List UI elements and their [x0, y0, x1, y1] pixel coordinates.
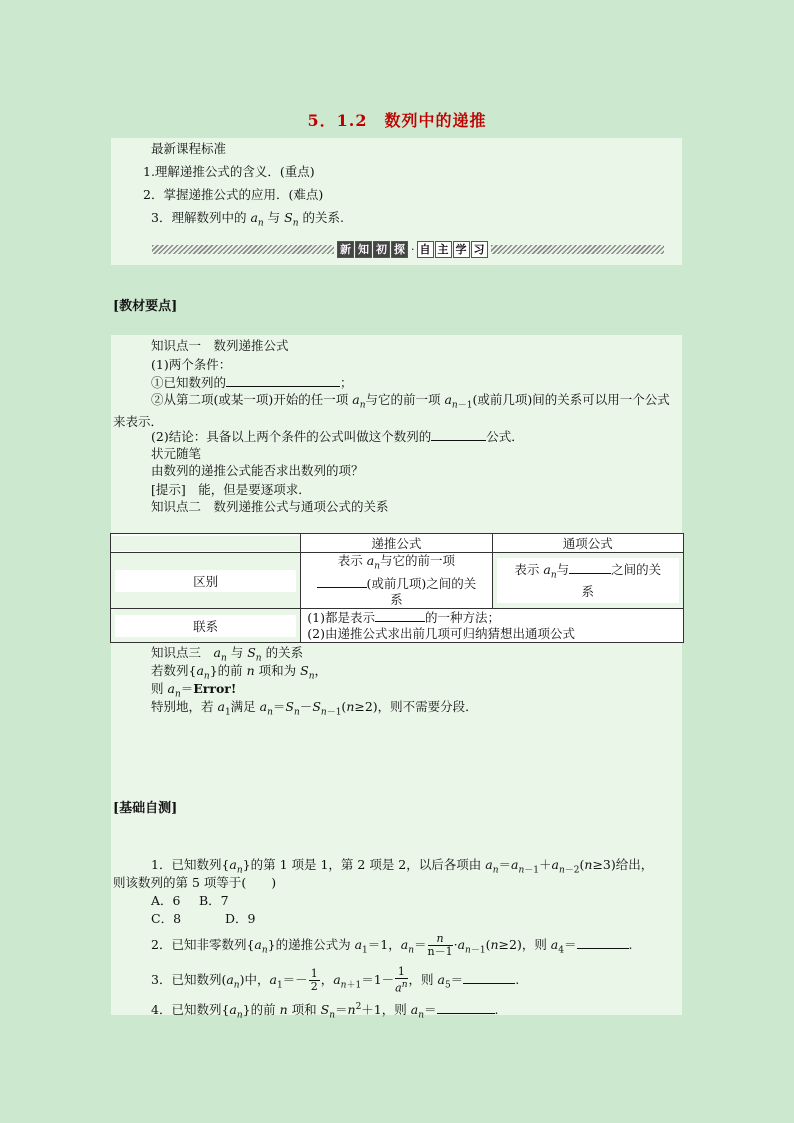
- blank-field: [577, 936, 629, 949]
- blank-field: [226, 374, 340, 387]
- banner-char: 初: [373, 241, 390, 258]
- kp2-heading: 知识点二 数列递推公式与通项公式的关系: [151, 499, 389, 514]
- question-1-option-d: D．9: [225, 911, 256, 926]
- banner-char: 主: [435, 241, 452, 258]
- kp1-heading: 知识点一 数列递推公式: [151, 338, 289, 353]
- standard-item-1: 1.理解递推公式的含义．(重点): [143, 164, 315, 179]
- banner-char: 习: [471, 241, 488, 258]
- table-header-general: 通项公式: [492, 534, 683, 553]
- question-2: 2．已知非零数列$\{a_n\}$的递推公式为 $a_1=1$，$a_n=$ $\frac{n}{n-1}$ $\cdot a_{n-1}(n\ge 2)$，则 $a_4=$ .: [151, 932, 633, 958]
- banner-char: 知: [355, 241, 372, 258]
- question-4: 4．已知数列$\{a_n\}$的前 n 项和 $S_n=n^2+1$，则 $a_n=$ .: [151, 1002, 499, 1021]
- banner-char: 自: [417, 241, 434, 258]
- kp3-line2: 则 $a_n=Error$!: [151, 681, 237, 700]
- section-heading-textbook: [教材要点]: [113, 299, 178, 314]
- banner-stripe-right: [491, 245, 664, 254]
- standards-heading: 最新课程标准: [151, 141, 227, 156]
- question-1-option-a: A．6: [151, 893, 181, 908]
- kp1-line2: ①已知数列的 ；: [151, 375, 353, 390]
- table-header-recursive: 递推公式: [301, 534, 492, 553]
- question-3: 3．已知数列$(a_n)$中，$a_1=-$ $\frac{1}{2}$ ，$a_{n+1}=1-$ $\frac{1}{a^n}$ ，则 $a_5=$ .: [151, 965, 520, 995]
- blank-field: [375, 609, 425, 622]
- kp1-tip-label: 状元随笔: [151, 446, 202, 461]
- kp1-question: 由数列的递推公式能否求出数列的项？: [151, 463, 364, 478]
- question-1-option-b: B．7: [199, 893, 229, 908]
- question-1-option-c: C．8: [151, 911, 182, 926]
- question-1-line2: 则该数列的第 5 项等于( ): [113, 875, 277, 890]
- table-row-label-difference: 区别: [111, 553, 301, 609]
- banner-stripe-left: [152, 245, 334, 254]
- blank-field: [463, 971, 515, 984]
- question-1-line1: 1．已知数列$\{a_n\}$的第 1 项是 1，第 2 项是 2，以后各项由 $a_n=a_{n-1}+a_{n-2}(n\ge 3)$给出，: [151, 857, 654, 876]
- blank-field: [437, 1001, 495, 1014]
- fraction: $\frac{n}{n-1}$: [427, 932, 453, 958]
- kp3-heading: 知识点三 $a_n$ 与 $S_n$ 的关系: [151, 645, 304, 664]
- section-heading-self-test: [基础自测]: [113, 801, 178, 816]
- blank-field: [317, 575, 367, 588]
- kp1-line4: (2)结论：具备以上两个条件的公式叫做这个数列的 公式．: [151, 429, 524, 444]
- table-cell-general-difference: 表示 $a_n$与 之间的关 系: [492, 553, 683, 609]
- banner-char: 新: [337, 241, 354, 258]
- standard-item-3: 3．理解数列中的 $a_n$ 与 $S_n$ 的关系.: [151, 210, 344, 229]
- banner-char: 学: [453, 241, 470, 258]
- kp1-line1: (1)两个条件：: [151, 357, 232, 372]
- table-cell-connection: (1)都是表示 的一种方法； (2)由递推公式求出前几项可归纳猜想出通项公式: [301, 609, 684, 643]
- banner-separator: ·: [411, 243, 415, 256]
- comparison-table: [110, 533, 684, 643]
- standard-item-2: 2．掌握递推公式的应用．(难点): [143, 187, 324, 202]
- kp3-line1: 若数列$\{a_n\}$的前 n 项和为 $S_n$，: [151, 663, 328, 682]
- blank-field: [569, 561, 611, 574]
- table-cell-recursive-difference: 表示 $a_n$与它的前一项 (或前几项)之间的关 系: [301, 553, 492, 609]
- blank-field: [431, 428, 486, 441]
- kp1-line3: ②从第二项(或某一项)开始的任一项 $a_n$与它的前一项 $a_{n-1}$(或前几项)间的关系可以用一个公式来表示．: [113, 392, 670, 429]
- fraction: $\frac{1}{2}$: [310, 966, 318, 993]
- section-banner: [337, 241, 489, 258]
- kp3-line3: 特别地，若 $a_1$满足 $a_n=S_n-S_{n-1}(n\ge 2)$，则不需要分段．: [151, 699, 478, 718]
- kp1-hint: [提示] 能，但是要逐项求．: [151, 482, 311, 497]
- banner-char: 探: [391, 241, 408, 258]
- page-title: 5．1.2 数列中的递推: [307, 111, 487, 130]
- fraction: $\frac{1}{a^n}$: [395, 965, 408, 995]
- table-header-empty: [111, 534, 301, 553]
- table-row-label-connection: 联系: [111, 609, 301, 643]
